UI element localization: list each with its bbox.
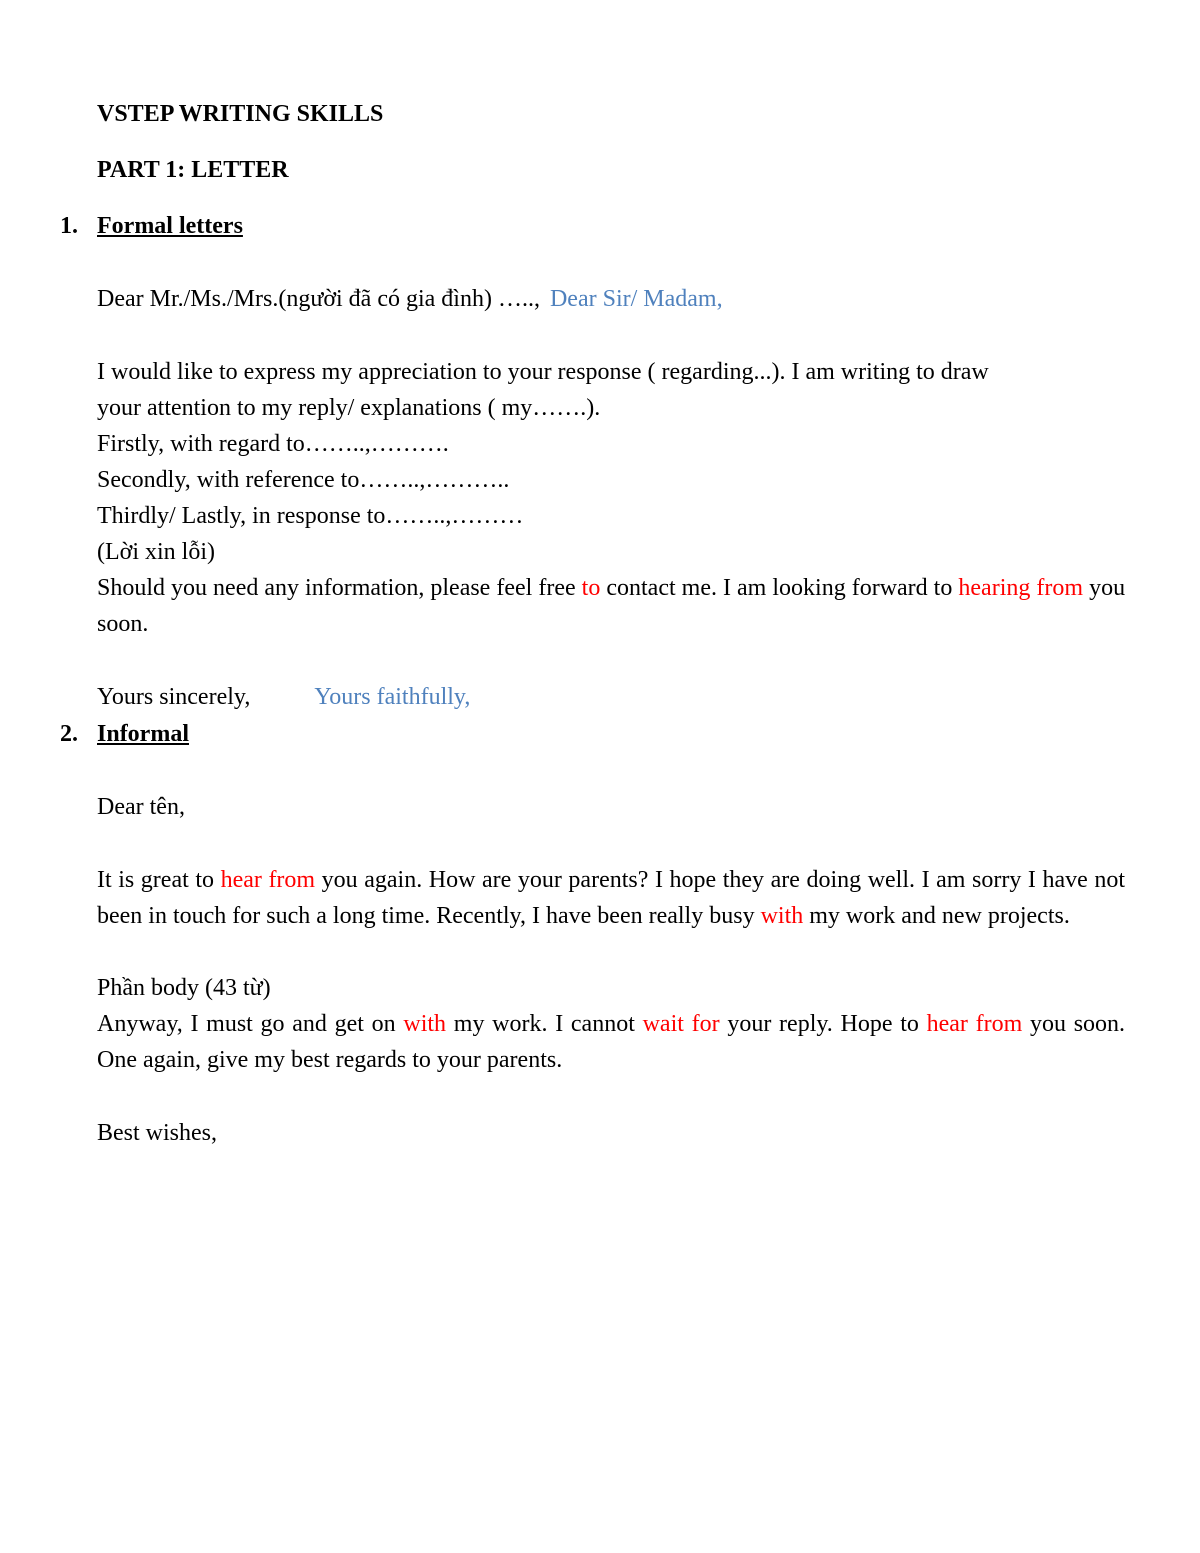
- part-heading: PART 1: LETTER: [97, 157, 289, 183]
- formal-closing-e: you soon.: [97, 575, 1126, 637]
- informal-p2-a: Anyway, I must go and get on: [97, 1011, 396, 1037]
- formal-greeting-text: Dear Mr./Ms./Mrs.(người đã có gia đình) …..,: [97, 286, 540, 312]
- informal-p2-highlight-hear-from: hear from: [926, 1011, 1023, 1037]
- formal-signoff: [97, 679, 1125, 715]
- section-heading-formal: Formal letters: [97, 213, 243, 239]
- formal-thirdly: Thirdly/ Lastly, in response to……..,………: [97, 503, 524, 529]
- informal-signoff: Best wishes,: [97, 1120, 217, 1146]
- formal-closing-highlight-to: to: [581, 575, 601, 601]
- formal-closing-paragraph: [97, 570, 1125, 642]
- document-title: VSTEP WRITING SKILLS: [97, 101, 384, 127]
- informal-p1-highlight-hear-from: hear from: [220, 867, 316, 893]
- formal-firstly: Firstly, with regard to……..,……….: [97, 431, 449, 457]
- formal-signoff-alt: Yours faithfully,: [314, 684, 471, 710]
- section-heading-informal: Informal: [97, 721, 189, 747]
- informal-paragraph-1: [97, 862, 1125, 934]
- informal-p1-c: you again. How are your parents? I hope they are doing well. I am: [321, 867, 966, 893]
- formal-secondly: Secondly, with reference to……..,………..: [97, 467, 510, 493]
- informal-p1-a: It is great to: [97, 867, 214, 893]
- section-number-2: 2.: [60, 721, 78, 747]
- informal-p1-f: my work and new projects.: [809, 903, 1070, 929]
- formal-intro-line-2: your attention to my reply/ explanations ( my…….).: [97, 395, 601, 421]
- informal-p2-e: your reply. Hope to: [727, 1011, 919, 1037]
- formal-closing-a: Should you need any information, please feel free: [97, 575, 576, 601]
- formal-greeting-alt: Dear Sir/ Madam,: [549, 286, 723, 312]
- informal-paragraph-2: [97, 1006, 1125, 1078]
- formal-intro-line-1: I would like to express my appreciation to your response ( regarding...). I am writing to draw: [97, 359, 989, 385]
- formal-closing-c: contact me. I am looking forward to: [606, 575, 953, 601]
- informal-greeting: Dear tên,: [97, 794, 185, 820]
- informal-p2-g: you soon. One again, give my best regards to your parents.: [97, 1011, 1126, 1073]
- informal-body-note: Phần body (43 từ): [97, 975, 271, 1001]
- informal-p2-highlight-with: with: [403, 1011, 447, 1037]
- informal-p1-d: sorry I have not been in touch for such a long time. Recently, I have been really busy: [97, 867, 1126, 929]
- formal-closing-highlight-hearing-from: hearing from: [958, 575, 1084, 601]
- formal-greeting: [97, 281, 1125, 317]
- formal-apology-note: (Lời xin lỗi): [97, 539, 216, 565]
- informal-p1-highlight-with: with: [760, 903, 804, 929]
- informal-p2-highlight-wait-for: wait for: [642, 1011, 720, 1037]
- section-number-1: 1.: [60, 213, 78, 239]
- informal-p2-c: my work. I cannot: [453, 1011, 635, 1037]
- formal-signoff-text: Yours sincerely,: [97, 684, 251, 710]
